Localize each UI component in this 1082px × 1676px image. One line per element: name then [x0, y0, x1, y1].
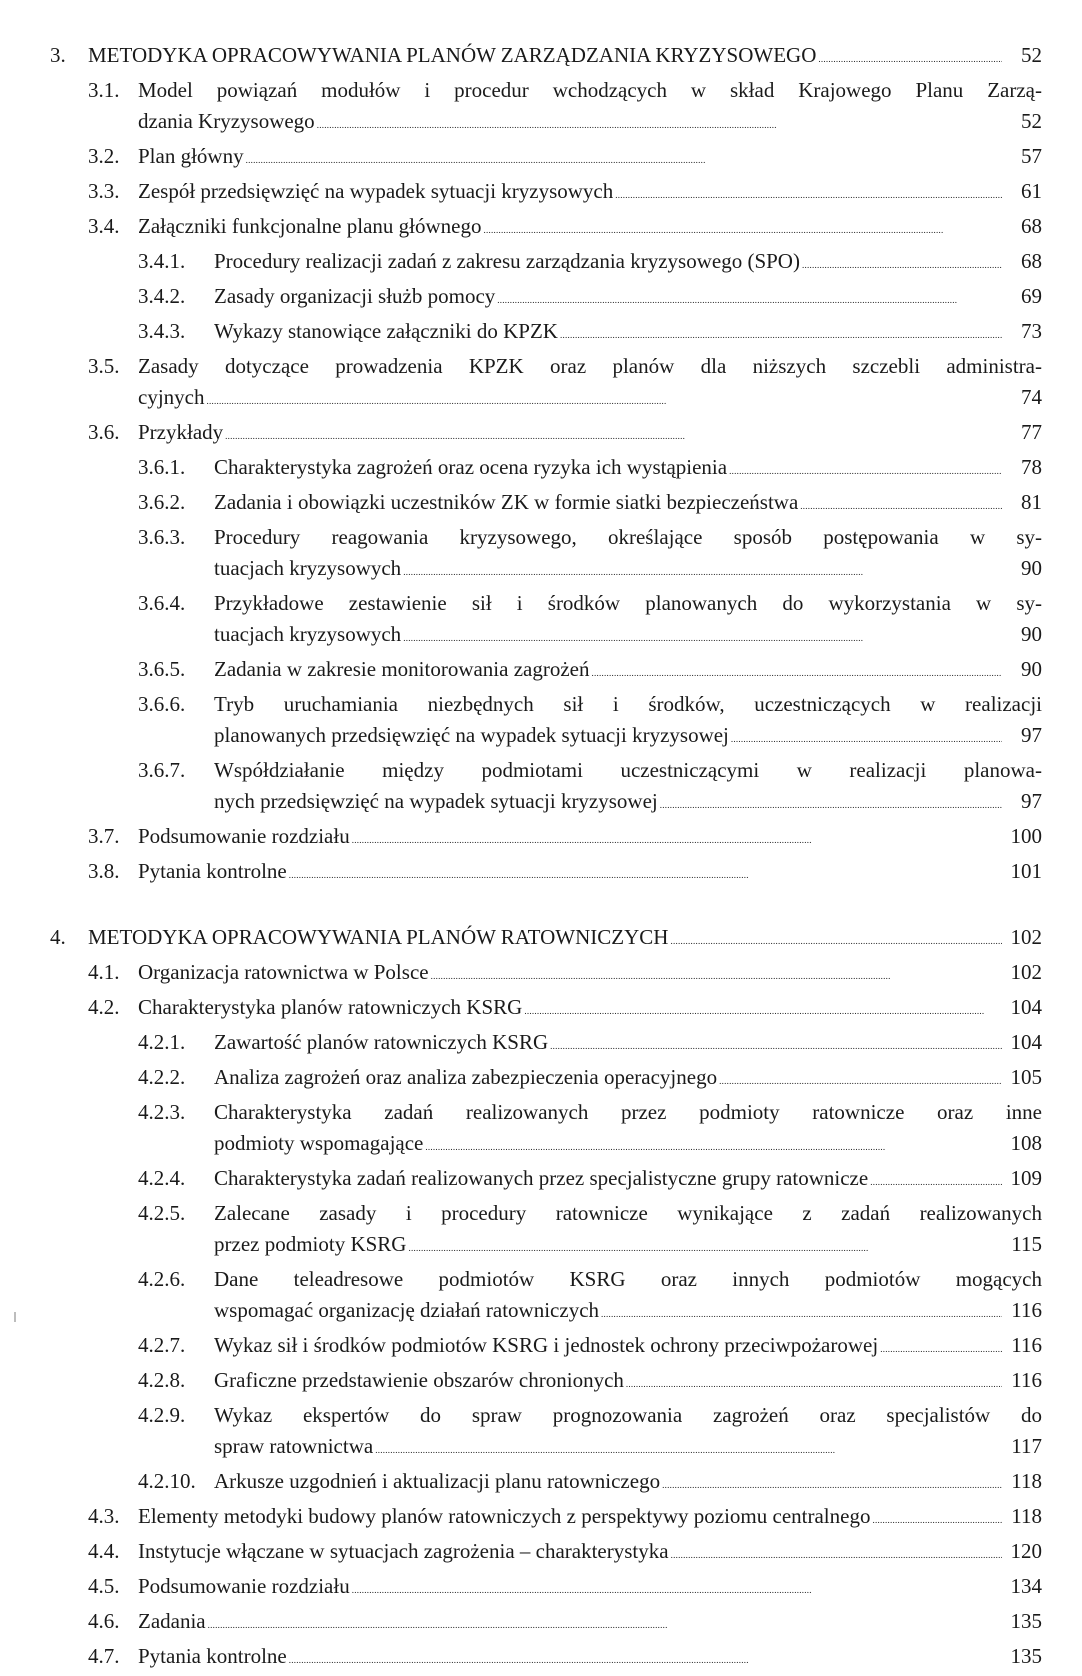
dot-leader: [662, 1466, 1002, 1501]
toc-entry-number: 4.4.: [88, 1539, 120, 1563]
toc-entry-title: tuacjach kryzysowych: [214, 556, 402, 580]
toc-entry-number: 4.2.: [88, 995, 120, 1019]
toc-entry-title-line: Zasady dotyczące prowadzenia KPZK oraz planów dla niższych szczebli administra-: [138, 354, 1042, 378]
toc-entry-title: Instytucje włączane w sytuacjach zagrożenia – charakterystyka: [138, 1539, 669, 1563]
toc-entry: [50, 40, 1042, 75]
toc-entry-title: Pytania kontrolne: [138, 1644, 287, 1668]
dot-leader: [800, 487, 1002, 522]
toc-entry-title: tuacjach kryzysowych: [214, 622, 402, 646]
toc-entry-page: 118: [1011, 1469, 1042, 1493]
toc-entry-title: Wykazy stanowiące załączniki do KPZK: [214, 319, 558, 343]
toc-entry: [50, 755, 1042, 821]
toc-entry-page: 105: [1010, 1065, 1042, 1089]
toc-entry-title: planowanych przedsięwzięć na wypadek sytuacji kryzysowej: [214, 723, 729, 747]
toc-entry-title: Charakterystyka zagrożeń oraz ocena ryzyka ich wystąpienia: [214, 455, 728, 479]
toc-entry-page: 74: [1021, 385, 1042, 409]
toc-entry-title: Podsumowanie rozdziału: [138, 824, 350, 848]
toc-entry-page: 116: [1011, 1298, 1042, 1322]
dot-leader: [403, 619, 1002, 654]
toc-entry-title: przez podmioty KSRG: [214, 1232, 407, 1256]
toc-entry-number: 3.4.1.: [138, 249, 186, 273]
toc-entry-page: 109: [1010, 1166, 1042, 1190]
toc-entry-page: 100: [1010, 824, 1042, 848]
toc-entry: [50, 654, 1042, 689]
toc-entry: [50, 487, 1042, 522]
toc-entry-title: spraw ratownictwa: [214, 1434, 374, 1458]
toc-entry-title: Charakterystyka planów ratowniczych KSRG: [138, 995, 523, 1019]
toc-entry-number: 3.2.: [88, 144, 120, 168]
dot-leader: [870, 1163, 1002, 1198]
toc-entry-page: 102: [1010, 960, 1042, 984]
toc-entry: [50, 1097, 1042, 1163]
toc-entry-number: 3.4.2.: [138, 284, 186, 308]
toc-entry-title: Charakterystyka zadań realizowanych przez specjalistyczne grupy ratownicze: [214, 1166, 869, 1190]
toc-entry: [50, 1501, 1042, 1536]
toc-entry-title: Zadania: [138, 1609, 206, 1633]
dot-leader: [317, 106, 1002, 141]
toc-entry: [50, 522, 1042, 588]
toc-entry-title: METODYKA OPRACOWYWANIA PLANÓW RATOWNICZYCH: [88, 925, 669, 949]
dot-leader: [670, 922, 1002, 957]
toc-entry-number: 3.7.: [88, 824, 120, 848]
dot-leader: [225, 417, 1002, 452]
toc-entry-title: Zadania i obowiązki uczestników ZK w formie siatki bezpieczeństwa: [214, 490, 799, 514]
toc-entry-title: Arkusze uzgodnień i aktualizacji planu ratowniczego: [214, 1469, 661, 1493]
dot-leader: [872, 1501, 1002, 1536]
toc-entry-page: 117: [1011, 1434, 1042, 1458]
toc-entry-number: 3.3.: [88, 179, 120, 203]
toc-entry: [50, 211, 1042, 246]
toc-entry-page: 73: [1021, 319, 1042, 343]
toc-entry-title-line: Zalecane zasady i procedury ratownicze wynikające z zadań realizowanych: [214, 1201, 1042, 1225]
toc-entry-title-line: Tryb uruchamiania niezbędnych sił i środków, uczestniczących w realizacji: [214, 692, 1042, 716]
toc-entry-page: 57: [1021, 144, 1042, 168]
dot-leader: [352, 1571, 1002, 1606]
dot-leader: [483, 211, 1002, 246]
toc-entry-page: 104: [1010, 1030, 1042, 1054]
toc-entry: [50, 351, 1042, 417]
toc-entry: [50, 1365, 1042, 1400]
table-of-contents: [50, 40, 1042, 1676]
dot-leader: [731, 720, 1002, 755]
toc-entry: [50, 141, 1042, 176]
toc-entry-number: 4.2.8.: [138, 1368, 186, 1392]
toc-entry: [50, 856, 1042, 891]
toc-entry-title: Organizacja ratownictwa w Polsce: [138, 960, 429, 984]
toc-entry-page: 135: [1010, 1644, 1042, 1668]
toc-entry-number: 4.2.3.: [138, 1100, 186, 1124]
toc-entry-page: 120: [1010, 1539, 1042, 1563]
toc-entry-title-line: Przykładowe zestawienie sił i środków planowanych do wykorzystania w sy-: [214, 591, 1042, 615]
toc-entry-title-line: Charakterystyka zadań realizowanych przez podmioty ratownicze oraz inne: [214, 1100, 1042, 1124]
toc-entry-page: 52: [1021, 43, 1042, 67]
toc-entry-number: 4.2.9.: [138, 1403, 186, 1427]
toc-chapter: [50, 922, 1042, 1676]
toc-entry-page: 104: [1010, 995, 1042, 1019]
toc-entry-number: 4.2.7.: [138, 1333, 186, 1357]
dot-leader: [560, 316, 1002, 351]
toc-entry-page: 118: [1011, 1504, 1042, 1528]
toc-entry-title: Załączniki funkcjonalne planu głównego: [138, 214, 482, 238]
toc-entry-page: 90: [1021, 556, 1042, 580]
toc-entry: [50, 1062, 1042, 1097]
toc-entry: [50, 821, 1042, 856]
toc-entry: [50, 417, 1042, 452]
toc-entry-page: 115: [1011, 1232, 1042, 1256]
dot-leader: [719, 1062, 1002, 1097]
toc-entry-number: 4.2.6.: [138, 1267, 186, 1291]
toc-entry-page: 68: [1021, 249, 1042, 273]
dot-leader: [403, 553, 1002, 588]
toc-entry-page: 61: [1021, 179, 1042, 203]
toc-entry: [50, 1641, 1042, 1676]
toc-entry-number: 4.6.: [88, 1609, 120, 1633]
toc-entry-number: 3.6.5.: [138, 657, 186, 681]
toc-entry-number: 4.7.: [88, 1644, 120, 1668]
toc-entry-number: 4.2.1.: [138, 1030, 186, 1054]
toc-entry-page: 52: [1021, 109, 1042, 133]
dot-leader: [592, 654, 1003, 689]
dot-leader: [408, 1229, 1002, 1264]
toc-entry: [50, 1400, 1042, 1466]
toc-entry-page: 116: [1011, 1333, 1042, 1357]
scan-mark: [14, 1312, 16, 1322]
toc-entry-title: Pytania kontrolne: [138, 859, 287, 883]
dot-leader: [497, 281, 1002, 316]
toc-entry: [50, 281, 1042, 316]
toc-entry-number: 4.3.: [88, 1504, 120, 1528]
toc-entry-number: 3.8.: [88, 859, 120, 883]
toc-entry-number: 3.4.3.: [138, 319, 186, 343]
toc-entry: [50, 75, 1042, 141]
dot-leader: [626, 1365, 1002, 1400]
toc-entry-page: 101: [1010, 859, 1042, 883]
toc-entry-page: 97: [1021, 789, 1042, 813]
toc-entry-page: 116: [1011, 1368, 1042, 1392]
toc-entry-number: 3.: [50, 43, 66, 67]
toc-entry-title: Zasady organizacji służb pomocy: [214, 284, 496, 308]
toc-entry-title: nych przedsięwzięć na wypadek sytuacji kryzysowej: [214, 789, 658, 813]
toc-entry-page: 68: [1021, 214, 1042, 238]
toc-entry-number: 4.: [50, 925, 66, 949]
toc-entry-number: 4.2.4.: [138, 1166, 186, 1190]
dot-leader: [425, 1128, 1002, 1163]
toc-entry-page: 77: [1021, 420, 1042, 444]
toc-entry-title-line: Wykaz ekspertów do spraw prognozowania zagrożeń oraz specjalistów do: [214, 1403, 1042, 1427]
toc-entry-number: 3.6.: [88, 420, 120, 444]
dot-leader: [729, 452, 1002, 487]
toc-entry-page: 135: [1010, 1609, 1042, 1633]
toc-entry: [50, 1466, 1042, 1501]
toc-entry-page: 134: [1010, 1574, 1042, 1598]
toc-entry-number: 3.6.4.: [138, 591, 186, 615]
toc-entry: [50, 1536, 1042, 1571]
toc-entry-title: Przykłady: [138, 420, 224, 444]
toc-entry-title-line: Procedury reagowania kryzysowego, określające sposób postępowania w sy-: [214, 525, 1042, 549]
toc-entry-number: 3.6.7.: [138, 758, 186, 782]
dot-leader: [524, 992, 1002, 1027]
toc-entry-title: dzania Kryzysowego: [138, 109, 315, 133]
dot-leader: [671, 1536, 1002, 1571]
toc-entry-title: cyjnych: [138, 385, 205, 409]
dot-leader: [289, 856, 1002, 891]
toc-entry-number: 4.2.10.: [138, 1469, 196, 1493]
dot-leader: [660, 786, 1002, 821]
toc-entry-number: 4.5.: [88, 1574, 120, 1598]
toc-entry: [50, 246, 1042, 281]
toc-entry-number: 4.2.2.: [138, 1065, 186, 1089]
toc-entry-page: 90: [1021, 622, 1042, 646]
toc-entry: [50, 452, 1042, 487]
toc-entry-title: Analiza zagrożeń oraz analiza zabezpieczenia operacyjnego: [214, 1065, 718, 1089]
toc-entry: [50, 1264, 1042, 1330]
toc-entry: [50, 1571, 1042, 1606]
toc-entry-title: wspomagać organizację działań ratowniczych: [214, 1298, 600, 1322]
toc-entry-number: 3.5.: [88, 354, 120, 378]
toc-entry-number: 3.6.2.: [138, 490, 186, 514]
toc-entry: [50, 176, 1042, 211]
dot-leader: [289, 1641, 1002, 1676]
toc-entry-number: 4.2.5.: [138, 1201, 186, 1225]
toc-entry: [50, 1163, 1042, 1198]
toc-entry-title-line: Współdziałanie między podmiotami uczestniczącymi w realizacji planowa-: [214, 758, 1042, 782]
toc-entry-number: 3.6.6.: [138, 692, 186, 716]
toc-entry: [50, 992, 1042, 1027]
toc-entry-number: 3.4.: [88, 214, 120, 238]
toc-entry-page: 102: [1010, 925, 1042, 949]
toc-entry-title: Plan główny: [138, 144, 244, 168]
toc-chapter: [50, 40, 1042, 891]
dot-leader: [246, 141, 1002, 176]
dot-leader: [802, 246, 1002, 281]
toc-entry: [50, 1606, 1042, 1641]
toc-entry-title: Elementy metodyki budowy planów ratowniczych z perspektywy poziomu centralnego: [138, 1504, 871, 1528]
toc-entry-title: METODYKA OPRACOWYWANIA PLANÓW ZARZĄDZANIA KRYZYSOWEGO: [88, 43, 817, 67]
toc-entry-title: Zespół przedsięwzięć na wypadek sytuacji kryzysowych: [138, 179, 614, 203]
toc-entry-page: 78: [1021, 455, 1042, 479]
dot-leader: [550, 1027, 1002, 1062]
toc-entry-number: 3.6.1.: [138, 455, 186, 479]
dot-leader: [601, 1295, 1002, 1330]
toc-entry: [50, 316, 1042, 351]
toc-entry-title: Zadania w zakresie monitorowania zagrożeń: [214, 657, 590, 681]
dot-leader: [431, 957, 1002, 992]
toc-entry-title: podmioty wspomagające: [214, 1131, 424, 1155]
dot-leader: [206, 382, 1002, 417]
dot-leader: [615, 176, 1002, 211]
toc-entry-number: 3.1.: [88, 78, 120, 102]
dot-leader: [375, 1431, 1002, 1466]
toc-entry: [50, 1330, 1042, 1365]
dot-leader: [818, 40, 1002, 75]
dot-leader: [208, 1606, 1002, 1641]
toc-entry-title: Graficzne przedstawienie obszarów chronionych: [214, 1368, 624, 1392]
toc-entry: [50, 957, 1042, 992]
toc-entry-title: Podsumowanie rozdziału: [138, 1574, 350, 1598]
dot-leader: [352, 821, 1002, 856]
toc-entry-number: 4.1.: [88, 960, 120, 984]
toc-entry: [50, 689, 1042, 755]
toc-entry-title: Wykaz sił i środków podmiotów KSRG i jednostek ochrony przeciwpożarowej: [214, 1333, 879, 1357]
toc-entry-title-line: Model powiązań modułów i procedur wchodzących w skład Krajowego Planu Zarzą-: [138, 78, 1042, 102]
toc-entry-page: 90: [1021, 657, 1042, 681]
toc-entry-title: Procedury realizacji zadań z zakresu zarządzania kryzysowego (SPO): [214, 249, 800, 273]
toc-entry-title-line: Dane teleadresowe podmiotów KSRG oraz innych podmiotów mogących: [214, 1267, 1042, 1291]
toc-entry-title: Zawartość planów ratowniczych KSRG: [214, 1030, 549, 1054]
toc-entry-number: 3.6.3.: [138, 525, 186, 549]
toc-entry-page: 97: [1021, 723, 1042, 747]
toc-entry: [50, 922, 1042, 957]
toc-entry-page: 108: [1010, 1131, 1042, 1155]
toc-entry-page: 69: [1021, 284, 1042, 308]
toc-entry: [50, 1027, 1042, 1062]
toc-entry-page: 81: [1021, 490, 1042, 514]
toc-entry: [50, 1198, 1042, 1264]
dot-leader: [880, 1330, 1002, 1365]
toc-entry: [50, 588, 1042, 654]
